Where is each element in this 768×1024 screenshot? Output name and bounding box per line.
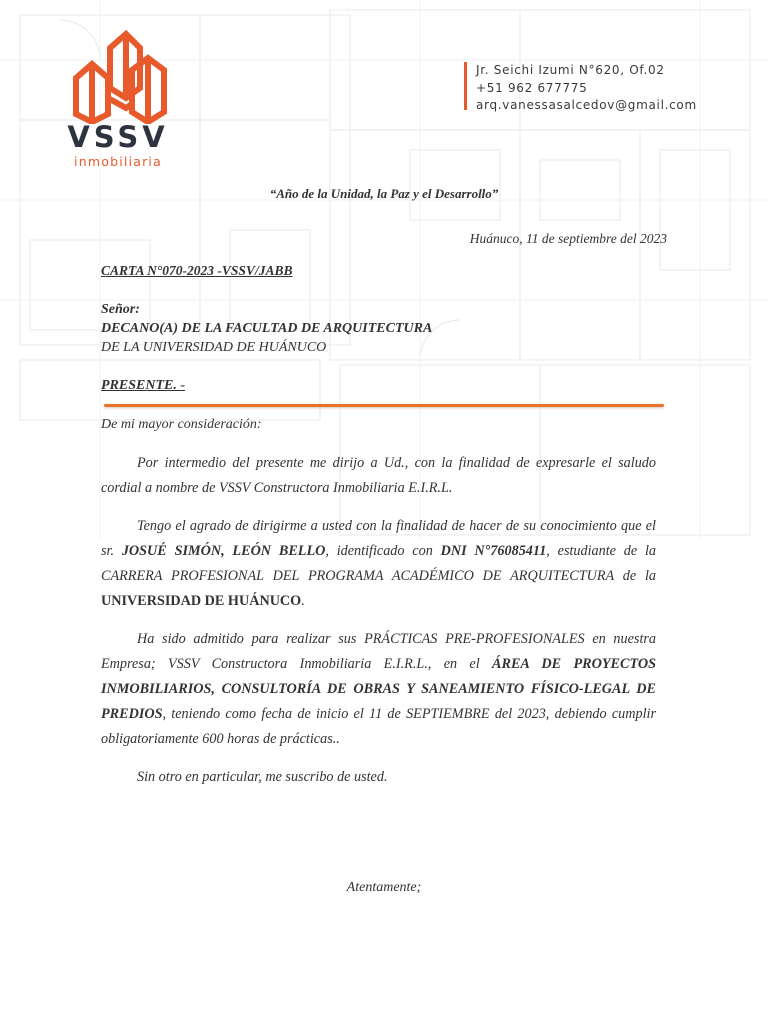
paragraph-4-text: Sin otro en particular, me suscribo de usted. [137, 769, 388, 785]
contact-phone: +51 962 677775 [476, 80, 588, 95]
company-logo [62, 26, 174, 170]
student-name: JOSUÉ SIMÓN, LEÓN BELLO [121, 543, 326, 559]
orange-divider [104, 404, 664, 407]
student-dni: DNI N°76085411 [440, 543, 547, 559]
greeting: De mi mayor consideración: [101, 417, 262, 432]
contact-email: arq.vanessasalcedov@gmail.com [476, 98, 697, 112]
paragraph-2-text-b: , identificado con [325, 543, 441, 559]
letter-date: Huánuco, 11 de septiembre del 2023 [469, 231, 667, 246]
paragraph-2-text-d: . [301, 593, 305, 609]
paragraph-3-text-a: Ha sido admitido para realizar sus PRÁCTICAS PRE-PROFESIONALES en nuestra Empresa; VSSV Constructora Inmobiliaria E.I.R.L., en el [101, 631, 656, 672]
paragraph-1-text: Por intermedio del presente me dirijo a Ud., con la finalidad de expresarle el saludo cordial a nombre de VSSV Constructora Inmobiliaria E.I.R.L. [101, 455, 656, 496]
paragraph-3-text-b: , teniendo como fecha de inicio el 11 de SEPTIEMBRE del 2023, debiendo cumplir obligatoriamente 600 horas de prácticas.. [101, 706, 656, 747]
paragraph-2 [101, 514, 656, 614]
paragraph-2-text-a: Tengo el agrado de dirigirme a usted con la finalidad de hacer de su conocimiento que el sr. [101, 518, 656, 559]
paragraph-2-text-c: , estudiante de la CARRERA PROFESIONAL DEL PROGRAMA ACADÉMICO DE ARQUITECTURA de la [101, 543, 656, 584]
brand-subtitle: inmobiliaria [74, 154, 162, 169]
paragraph-1 [101, 451, 656, 501]
university-name: UNIVERSIDAD DE HUÁNUCO [101, 593, 302, 609]
brand-name: VSSV [67, 120, 169, 154]
building-logo-icon [70, 26, 170, 124]
salutation: Señor: [101, 302, 140, 317]
year-motto: “Año de la Unidad, la Paz y el Desarrollo” [269, 186, 499, 201]
letter-reference: CARTA N°070-2023 -VSSV/JABB [101, 263, 293, 278]
contact-address: Jr. Seichi Izumi N°620, Of.02 [476, 63, 665, 77]
internship-area: ÁREA DE PROYECTOS INMOBILIARIOS, CONSULTORÍA DE OBRAS Y SANEAMIENTO FÍSICO-LEGAL DE PREDIOS [101, 656, 656, 722]
recipient-institution: DE LA UNIVERSIDAD DE HUÁNUCO [101, 340, 327, 355]
closing: Atentamente; [346, 880, 422, 895]
contact-block [464, 62, 697, 110]
paragraph-4 [101, 765, 656, 790]
paragraph-3 [101, 627, 656, 752]
recipient-title: DECANO(A) DE LA FACULTAD DE ARQUITECTURA [101, 321, 433, 336]
presente-heading: PRESENTE. - [101, 378, 186, 393]
